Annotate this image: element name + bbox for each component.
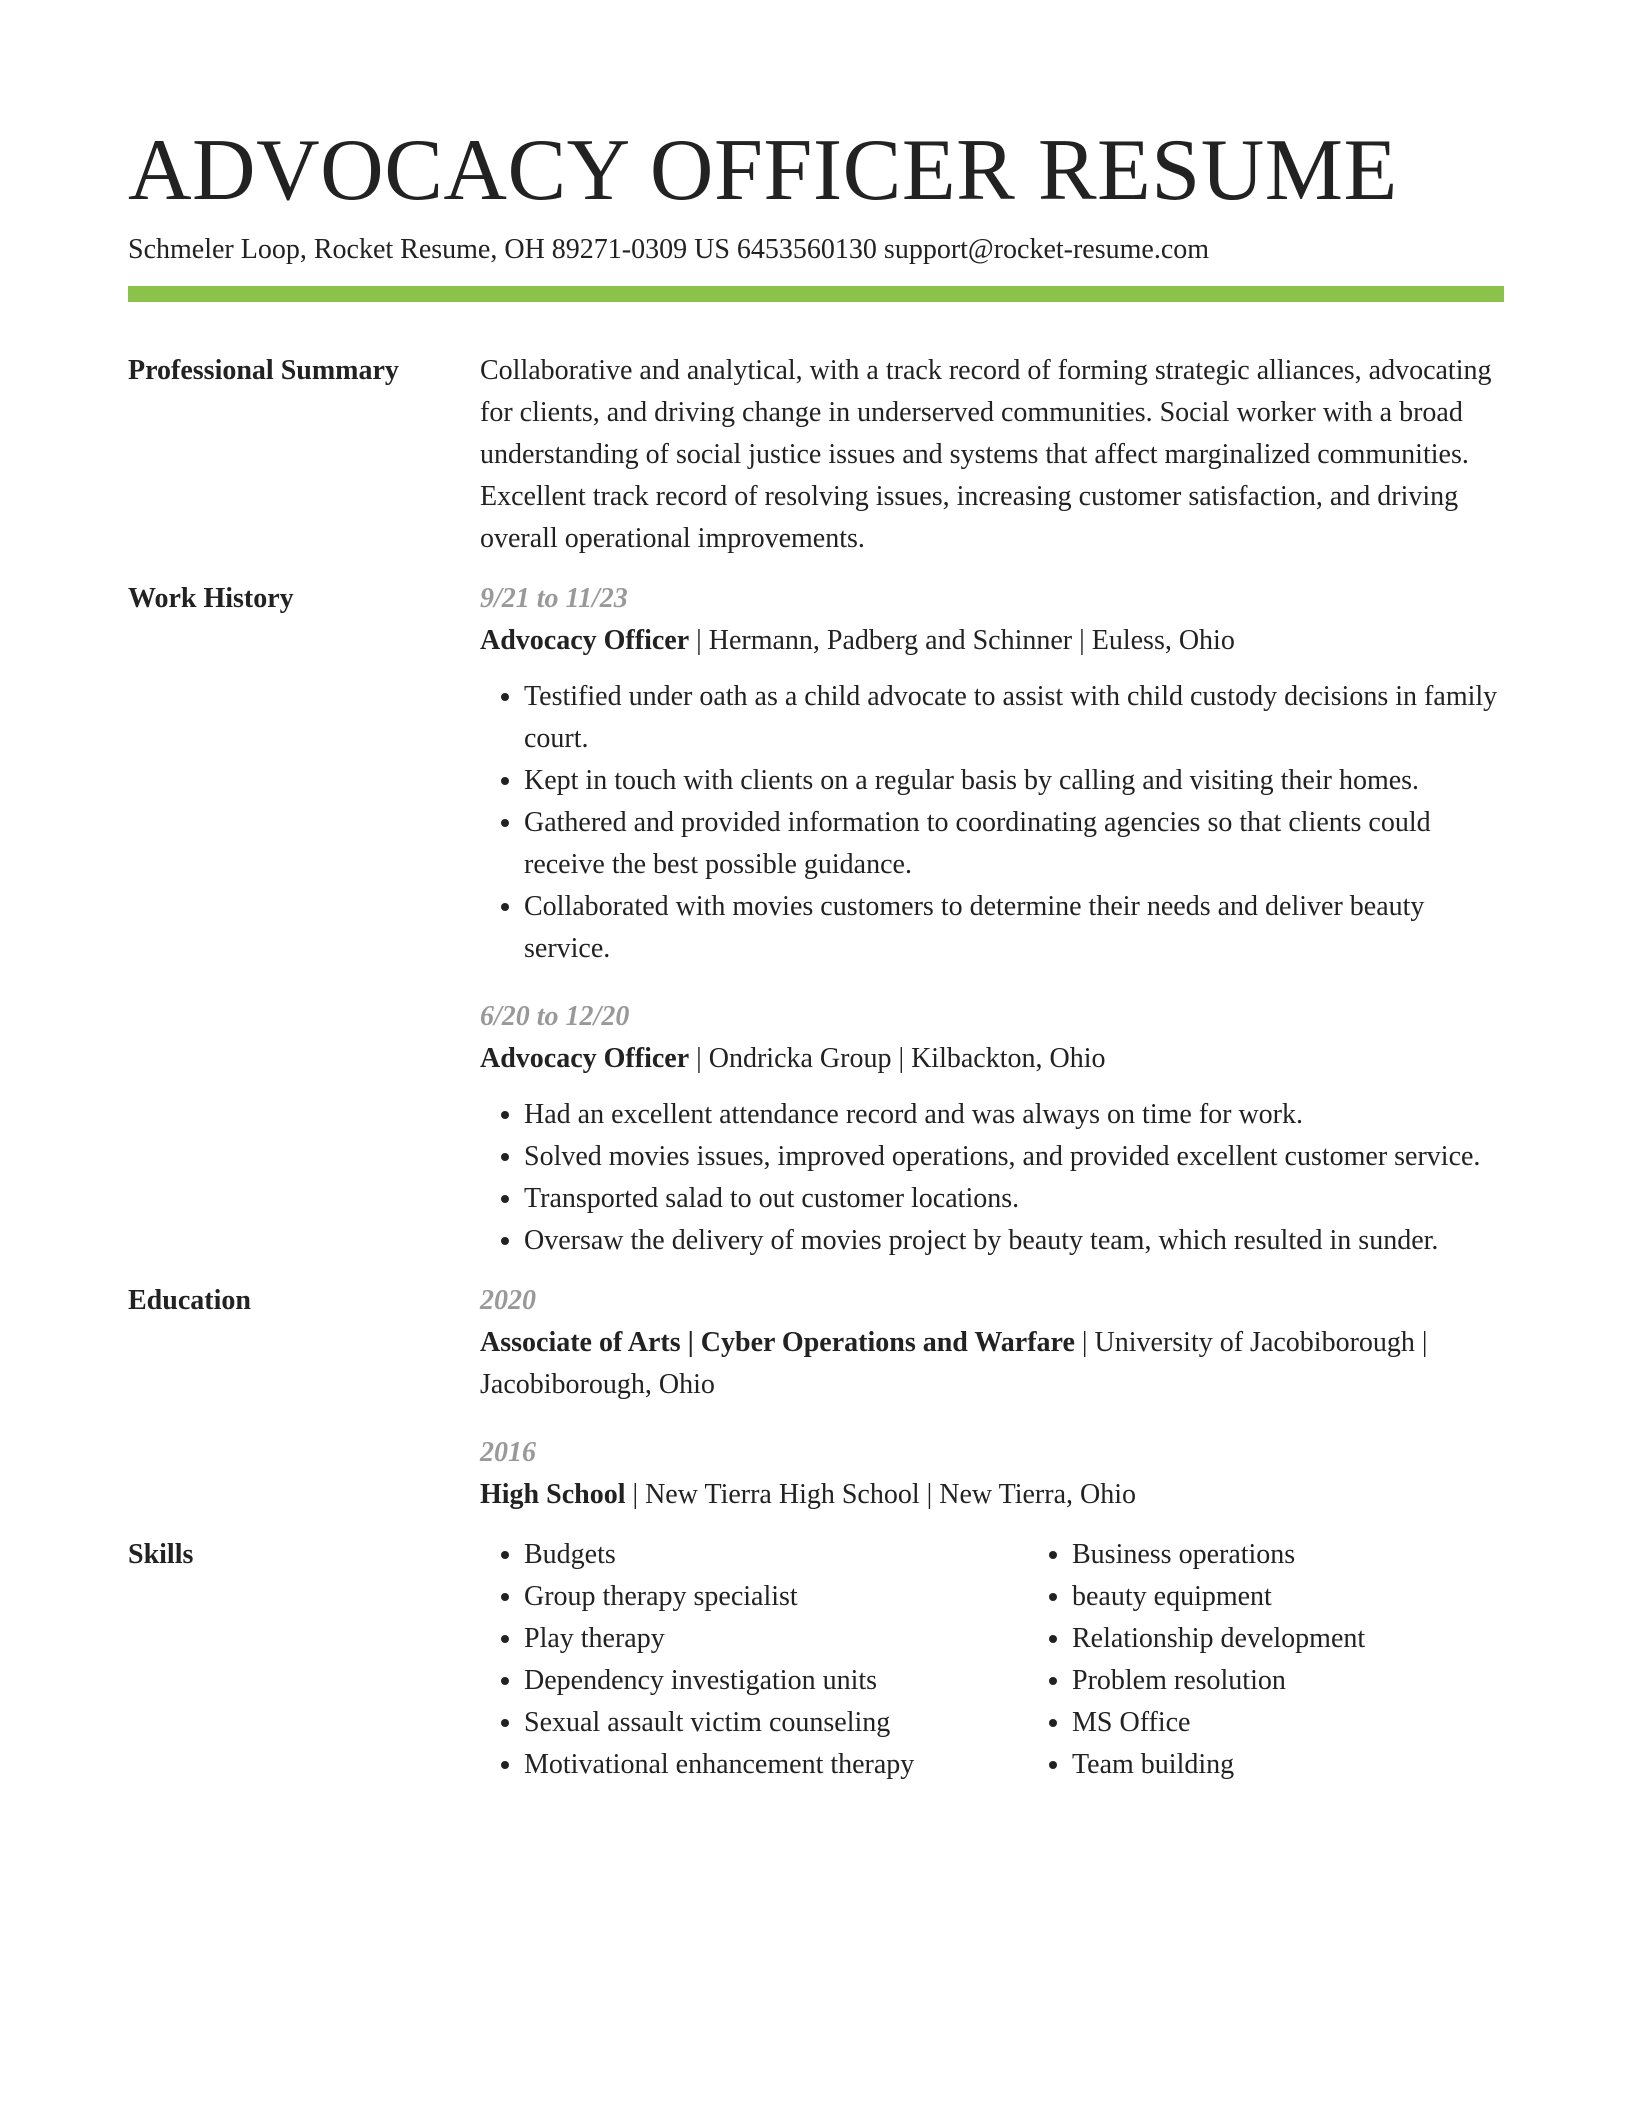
- education-heading-line: [480, 1474, 1504, 1516]
- job-details: | Hermann, Padberg and Schinner | Euless, Ohio: [689, 625, 1235, 656]
- education-section: [128, 1280, 1504, 1516]
- job-bullets: [480, 1094, 1504, 1262]
- accent-divider: [128, 286, 1504, 302]
- list-item: • Oversaw the delivery of movies project by beauty team, which resulted in sunder.: [524, 1220, 1504, 1262]
- job-bullets: [480, 676, 1504, 970]
- degree-title: High School: [480, 1479, 626, 1510]
- resume-sections: [128, 350, 1504, 1804]
- summary-section: [128, 350, 1504, 560]
- work-history-heading: Work History: [128, 583, 294, 614]
- list-item: • Play therapy: [524, 1618, 984, 1660]
- list-item: • Solved movies issues, improved operations, and provided excellent customer service.: [524, 1136, 1504, 1178]
- job-details: | Ondricka Group | Kilbackton, Ohio: [689, 1043, 1106, 1074]
- list-item: • Collaborated with movies customers to determine their needs and deliver beauty service.: [524, 886, 1504, 970]
- education-heading-line: [480, 1322, 1504, 1406]
- job-heading: [480, 620, 1504, 662]
- list-item: • Relationship development: [1072, 1618, 1532, 1660]
- summary-heading: Professional Summary: [128, 355, 399, 386]
- job-dates: 6/20 to 12/20: [480, 1001, 630, 1032]
- job-entry: [480, 578, 1504, 970]
- skills-list-left: [480, 1534, 984, 1786]
- work-history-section: [128, 578, 1504, 1262]
- degree-title: Associate of Arts | Cyber Operations and Warfare: [480, 1327, 1075, 1358]
- list-item: • Motivational enhancement therapy: [524, 1744, 984, 1786]
- skills-body: [480, 1534, 1532, 1786]
- list-item: • Gathered and provided information to coordinating agencies so that clients could receive the best possible guidance.: [524, 802, 1504, 886]
- list-item: • Dependency investigation units: [524, 1660, 984, 1702]
- resume-title: ADVOCACY OFFICER RESUME: [128, 122, 1398, 219]
- list-item: • Team building: [1072, 1744, 1532, 1786]
- job-entry: [480, 996, 1504, 1262]
- education-entry: [480, 1280, 1504, 1406]
- list-item: • Had an excellent attendance record and was always on time for work.: [524, 1094, 1504, 1136]
- list-item: • Sexual assault victim counseling: [524, 1702, 984, 1744]
- list-item: • Testified under oath as a child advocate to assist with child custody decisions in family court.: [524, 676, 1504, 760]
- job-title: Advocacy Officer: [480, 625, 690, 656]
- list-item: • Budgets: [524, 1534, 984, 1576]
- skills-section: [128, 1534, 1504, 1786]
- skills-heading: Skills: [128, 1539, 194, 1570]
- list-item: • Group therapy specialist: [524, 1576, 984, 1618]
- education-year: 2020: [480, 1285, 536, 1316]
- school-details: | New Tierra High School | New Tierra, Ohio: [625, 1479, 1137, 1510]
- education-year: 2016: [480, 1437, 536, 1468]
- list-item: • Transported salad to out customer locations.: [524, 1178, 1504, 1220]
- summary-body: [480, 350, 1504, 560]
- contact-line: Schmeler Loop, Rocket Resume, OH 89271-0309 US 6453560130 support@rocket-resume.com: [128, 234, 1210, 265]
- education-body: [480, 1280, 1504, 1516]
- list-item: • beauty equipment: [1072, 1576, 1532, 1618]
- education-entry: [480, 1432, 1504, 1516]
- job-dates: 9/21 to 11/23: [480, 583, 628, 614]
- list-item: • Problem resolution: [1072, 1660, 1532, 1702]
- job-title: Advocacy Officer: [480, 1043, 690, 1074]
- job-heading: [480, 1038, 1504, 1080]
- list-item: • Business operations: [1072, 1534, 1532, 1576]
- education-heading: Education: [128, 1285, 251, 1316]
- skills-list-right: [1028, 1534, 1532, 1786]
- list-item: • MS Office: [1072, 1702, 1532, 1744]
- list-item: • Kept in touch with clients on a regular basis by calling and visiting their homes.: [524, 760, 1504, 802]
- work-history-body: [480, 578, 1504, 1262]
- school-details: | University of Jacobiborough | Jacobiborough, Ohio: [480, 1327, 1428, 1400]
- summary-text: Collaborative and analytical, with a track record of forming strategic alliances, advocating for clients, and driving change in underserved communities. Social worker with a broad understanding of social justice issues and systems that affect marginalized communities. Excellent track record of resolving issues, increasing customer satisfaction, and driving overall operational improvements.: [480, 355, 1492, 554]
